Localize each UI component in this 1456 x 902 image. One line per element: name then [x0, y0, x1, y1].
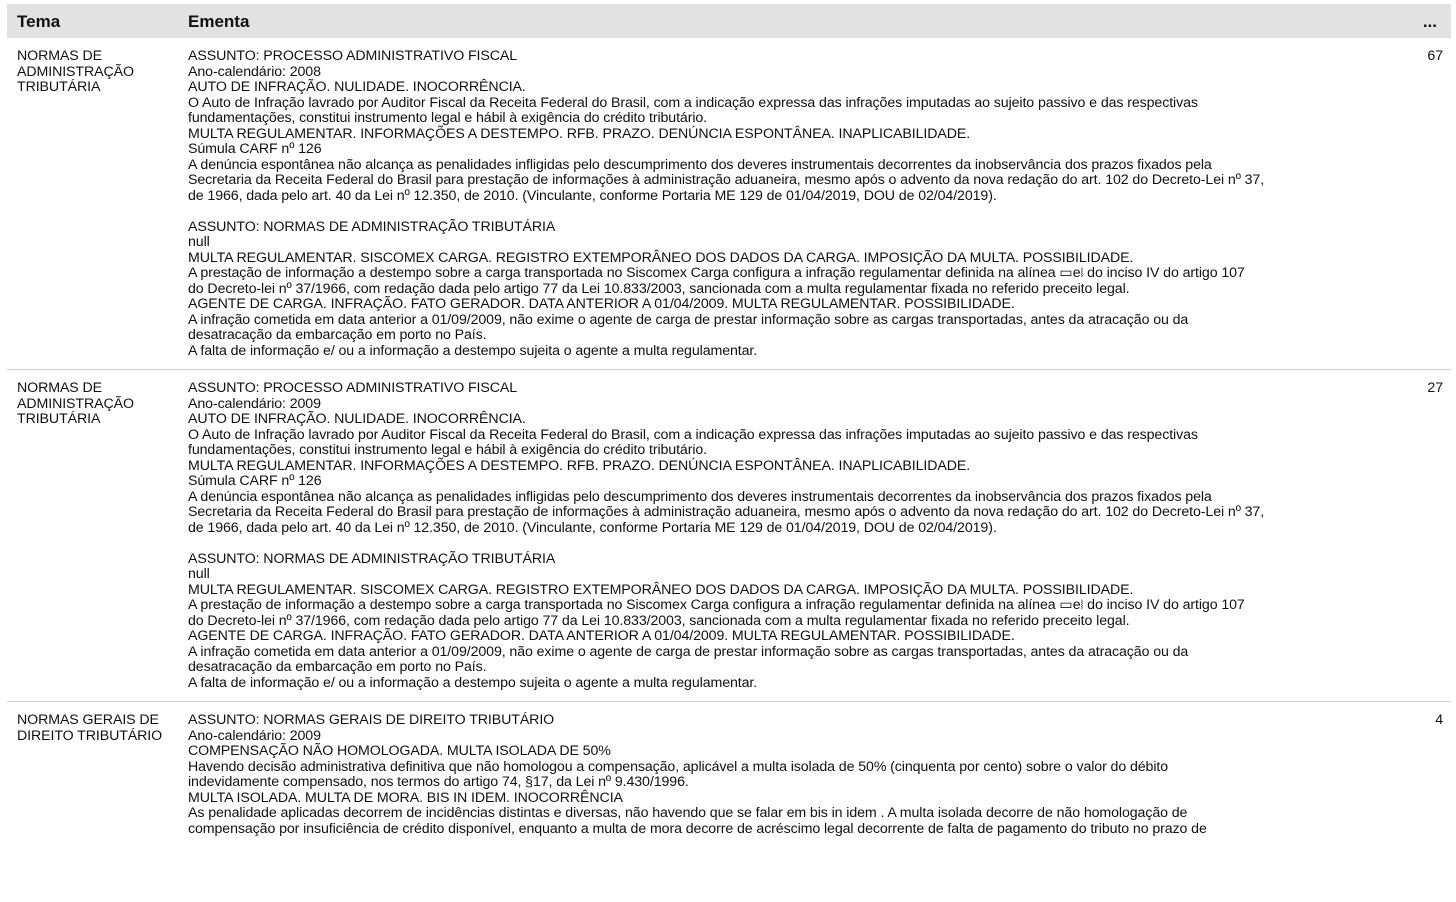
ementa-line: AGENTE DE CARGA. INFRAÇÃO. FATO GERADOR. DATA ANTERIOR A 01/04/2009. MULTA REGULAMENTAR. POSSIBILIDADE.	[188, 296, 1015, 312]
ementa-line: A prestação de informação a destempo sobre a carga transportada no Siscomex Carga configura a infração regulamentar definida na alínea ▭e⧘ do inciso IV do artigo 107	[188, 597, 1245, 613]
ementa-line: Havendo decisão administrativa definitiva que não homologou a compensação, aplicável a multa isolada de 50% (cinquenta por cento) sobre o valor do débito	[188, 758, 1169, 775]
ementa-line: A denúncia espontânea não alcança as penalidades infligidas pelo descumprimento dos deveres instrumentais decorrentes da inobservância dos prazos fixados pela	[188, 488, 1212, 505]
ementa-line: Ano-calendário: 2009	[188, 395, 321, 412]
ementa-line: do Decreto-lei nº 37/1966, com redação dada pelo artigo 77 da Lei 10.833/2003, sancionada com a multa regulamentar fixada no referido preceito legal.	[188, 612, 1130, 629]
tema-cell	[17, 381, 177, 428]
ementa-line: desatracação da embarcação em porto no País.	[188, 659, 487, 675]
tema-line: TRIBUTÁRIA	[17, 79, 101, 95]
ementa-line: COMPENSAÇÃO NÃO HOMOLOGADA. MULTA ISOLADA DE 50%	[188, 743, 611, 759]
tema-line: NORMAS DE	[17, 48, 103, 64]
count-cell: 27	[1427, 380, 1443, 396]
ementa-line: de 1966, dada pelo art. 40 da Lei nº 12.350, de 2010. (Vinculante, conforme Portaria ME 129 de 01/04/2019, DOU de 02/04/2019).	[188, 187, 997, 204]
results-table	[7, 4, 1451, 902]
ementa-line: fundamentações, constitui instrumento legal e hábil à exigência do crédito tributário.	[188, 110, 708, 126]
ementa-line: ASSUNTO: PROCESSO ADMINISTRATIVO FISCAL	[188, 380, 518, 396]
ementa-line: fundamentações, constitui instrumento legal e hábil à exigência do crédito tributário.	[188, 442, 708, 458]
tema-line: ADMINISTRAÇÃO	[17, 395, 134, 412]
table-row[interactable]	[7, 702, 1451, 902]
ementa-line: compensação por insuficiência de crédito disponível, enquanto a multa de mora decorre de acréscimo legal decorrente de falta de pagamento do tributo no prazo de	[188, 820, 1207, 837]
ementa-line: A denúncia espontânea não alcança as penalidades infligidas pelo descumprimento dos deveres instrumentais decorrentes da inobservância dos prazos fixados pela	[188, 156, 1212, 173]
table-header	[7, 4, 1451, 38]
ementa-line: ASSUNTO: PROCESSO ADMINISTRATIVO FISCAL	[188, 48, 518, 64]
ementa-line: MULTA REGULAMENTAR. SISCOMEX CARGA. REGISTRO EXTEMPORÂNEO DOS DADOS DA CARGA. IMPOSIÇÃO DA MULTA. POSSIBILIDADE.	[188, 581, 1134, 598]
ementa-line: Ano-calendário: 2009	[188, 727, 321, 744]
tema-line: TRIBUTÁRIA	[17, 411, 101, 427]
ementa-cell	[188, 38, 1403, 371]
ementa-line: MULTA REGULAMENTAR. SISCOMEX CARGA. REGISTRO EXTEMPORÂNEO DOS DADOS DA CARGA. IMPOSIÇÃO DA MULTA. POSSIBILIDADE.	[188, 249, 1134, 266]
ementa-line: MULTA REGULAMENTAR. INFORMAÇÕES A DESTEMPO. RFB. PRAZO. DENÚNCIA ESPONTÂNEA. INAPLICABILIDADE.	[188, 457, 971, 474]
ementa-line: O Auto de Infração lavrado por Auditor Fiscal da Receita Federal do Brasil, com a indicação expressa das infrações imputadas ao sujeito passivo e das respectivas	[188, 94, 1198, 111]
tema-cell	[17, 713, 177, 744]
ementa-line: null	[188, 566, 210, 582]
ementa-line: desatracação da embarcação em porto no País.	[188, 327, 487, 343]
table-row[interactable]	[7, 370, 1451, 702]
ementa-line: MULTA ISOLADA. MULTA DE MORA. BIS IN IDEM. INOCORRÊNCIA	[188, 789, 623, 806]
ementa-line: A falta de informação e/ ou a informação a destempo sujeita o agente a multa regulamentar.	[188, 674, 758, 691]
tema-cell	[17, 49, 177, 96]
ementa-cell	[188, 702, 1403, 849]
ementa-line: A infração cometida em data anterior a 01/09/2009, não exime o agente de carga de prestar informação sobre as cargas transportadas, antes da atracação ou da	[188, 311, 1189, 328]
ementa-line: Súmula CARF nº 126	[188, 473, 322, 489]
ementa-line: Ano-calendário: 2008	[188, 63, 321, 80]
ementa-line: A falta de informação e/ ou a informação a destempo sujeita o agente a multa regulamentar.	[188, 342, 758, 359]
ementa-line: Secretaria da Receita Federal do Brasil para prestação de informações à administração aduaneira, mesmo após o advento da nova redação do art. 102 do Decreto-Lei nº 37,	[188, 172, 1265, 188]
column-header-more[interactable]: ...	[1422, 12, 1437, 31]
ementa-line: AUTO DE INFRAÇÃO. NULIDADE. INOCORRÊNCIA.	[188, 79, 526, 95]
ementa-line: Súmula CARF nº 126	[188, 141, 322, 157]
ementa-line: ASSUNTO: NORMAS GERAIS DE DIREITO TRIBUTÁRIO	[188, 712, 555, 728]
ementa-line: ASSUNTO: NORMAS DE ADMINISTRAÇÃO TRIBUTÁRIA	[188, 218, 556, 235]
ementa-line: do Decreto-lei nº 37/1966, com redação dada pelo artigo 77 da Lei 10.833/2003, sancionada com a multa regulamentar fixada no referido preceito legal.	[188, 280, 1130, 297]
count-cell: 4	[1435, 712, 1443, 728]
paragraph-gap	[188, 204, 1403, 220]
tema-line: DIREITO TRIBUTÁRIO	[17, 727, 163, 744]
ementa-line: O Auto de Infração lavrado por Auditor Fiscal da Receita Federal do Brasil, com a indicação expressa das infrações imputadas ao sujeito passivo e das respectivas	[188, 426, 1198, 443]
tema-line: NORMAS DE	[17, 380, 103, 396]
ementa-line: de 1966, dada pelo art. 40 da Lei nº 12.350, de 2010. (Vinculante, conforme Portaria ME 129 de 01/04/2019, DOU de 02/04/2019).	[188, 519, 997, 536]
ementa-line: indevidamente compensado, nos termos do artigo 74, §17, da Lei nº 9.430/1996.	[188, 774, 689, 790]
table-row[interactable]	[7, 38, 1451, 370]
ementa-line: Secretaria da Receita Federal do Brasil para prestação de informações à administração aduaneira, mesmo após o advento da nova redação do art. 102 do Decreto-Lei nº 37,	[188, 504, 1265, 520]
ementa-line: As penalidade aplicadas decorrem de incidências distintas e diversas, não havendo que se falar em bis in idem . A multa isolada decorre de não homologação de	[188, 805, 1188, 821]
ementa-line: AUTO DE INFRAÇÃO. NULIDADE. INOCORRÊNCIA.	[188, 411, 526, 427]
paragraph-gap	[188, 536, 1403, 552]
ementa-cell	[188, 370, 1403, 703]
column-header-tema[interactable]: Tema	[17, 12, 61, 31]
tema-line: NORMAS GERAIS DE	[17, 712, 159, 728]
tema-line: ADMINISTRAÇÃO	[17, 63, 134, 80]
column-header-ementa[interactable]: Ementa	[188, 12, 250, 31]
ementa-line: AGENTE DE CARGA. INFRAÇÃO. FATO GERADOR. DATA ANTERIOR A 01/04/2009. MULTA REGULAMENTAR. POSSIBILIDADE.	[188, 628, 1015, 644]
count-cell: 67	[1427, 48, 1443, 64]
ementa-line: A prestação de informação a destempo sobre a carga transportada no Siscomex Carga configura a infração regulamentar definida na alínea ▭e⧘ do inciso IV do artigo 107	[188, 265, 1245, 281]
ementa-line: A infração cometida em data anterior a 01/09/2009, não exime o agente de carga de prestar informação sobre as cargas transportadas, antes da atracação ou da	[188, 643, 1189, 660]
ementa-line: ASSUNTO: NORMAS DE ADMINISTRAÇÃO TRIBUTÁRIA	[188, 550, 556, 567]
ementa-line: null	[188, 234, 210, 250]
ementa-line: MULTA REGULAMENTAR. INFORMAÇÕES A DESTEMPO. RFB. PRAZO. DENÚNCIA ESPONTÂNEA. INAPLICABILIDADE.	[188, 125, 971, 142]
